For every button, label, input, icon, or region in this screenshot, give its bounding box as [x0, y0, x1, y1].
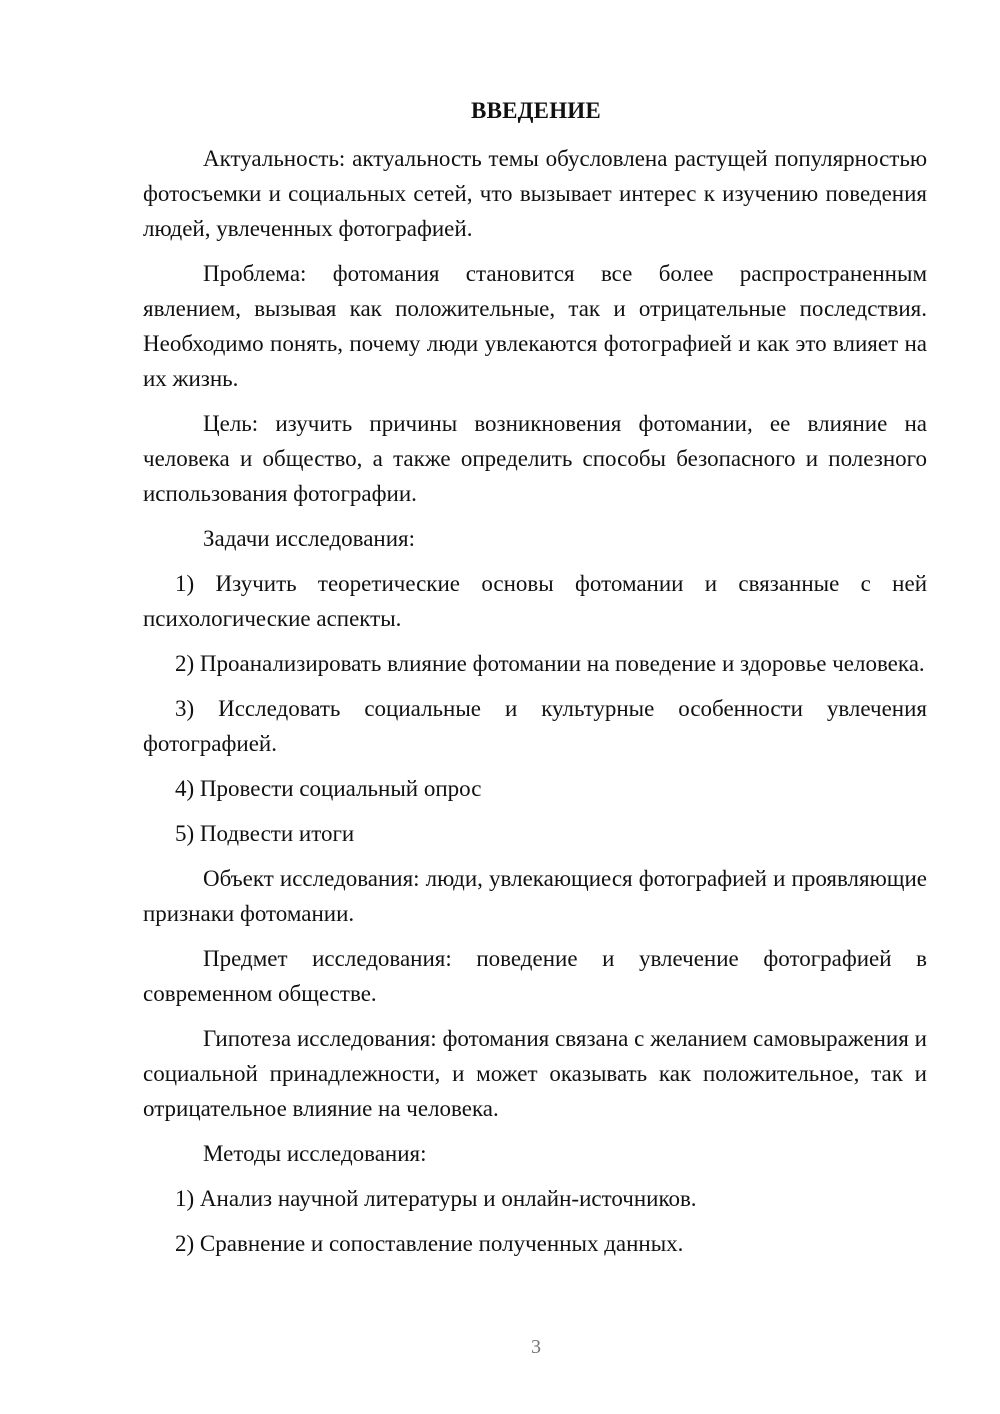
- paragraph-methods-heading: Методы исследования:: [203, 1141, 427, 1166]
- task-item-3: 3) Исследовать социальные и культурные особенности увлечения фотографией.: [143, 696, 927, 756]
- paragraph-tasks-heading: Задачи исследования:: [203, 526, 416, 551]
- paragraph-problem: Проблема: фотомания становится все более распространенным явлением, вызывая как положительные, так и отрицательные последствия. Необходимо понять, почему люди увлекаются фотографией и как это влияет на их жизнь.: [143, 261, 927, 391]
- paragraph-goal: Цель: изучить причины возникновения фотомании, ее влияние на человека и общество, а также определить способы безопасного и полезного использования фотографии.: [143, 411, 927, 506]
- section-heading: ВВЕДЕНИЕ: [471, 98, 601, 123]
- task-item-4: 4) Провести социальный опрос: [175, 776, 482, 801]
- task-item-5: 5) Подвести итоги: [175, 821, 355, 846]
- task-item-1: 1) Изучить теоретические основы фотомании и связанные с ней психологические аспекты.: [143, 571, 927, 631]
- paragraph-subject: Предмет исследования: поведение и увлечение фотографией в современном обществе.: [143, 946, 927, 1006]
- paragraph-hypothesis: Гипотеза исследования: фотомания связана с желанием самовыражения и социальной принадлежности, и может оказывать как положительное, так и отрицательное влияние на человека.: [143, 1026, 927, 1121]
- method-item-1: 1) Анализ научной литературы и онлайн-источников.: [175, 1186, 697, 1211]
- body-text: [143, 141, 927, 1271]
- page-number: 3: [531, 1336, 541, 1358]
- paragraph-relevance: Актуальность: актуальность темы обусловлена растущей популярностью фотосъемки и социальных сетей, что вызывает интерес к изучению поведения людей, увлеченных фотографией.: [143, 146, 927, 241]
- method-item-2: 2) Сравнение и сопоставление полученных данных.: [175, 1231, 684, 1256]
- paragraph-object: Объект исследования: люди, увлекающиеся фотографией и проявляющие признаки фотомании.: [143, 866, 927, 926]
- task-item-2: 2) Проанализировать влияние фотомании на поведение и здоровье человека.: [175, 651, 925, 676]
